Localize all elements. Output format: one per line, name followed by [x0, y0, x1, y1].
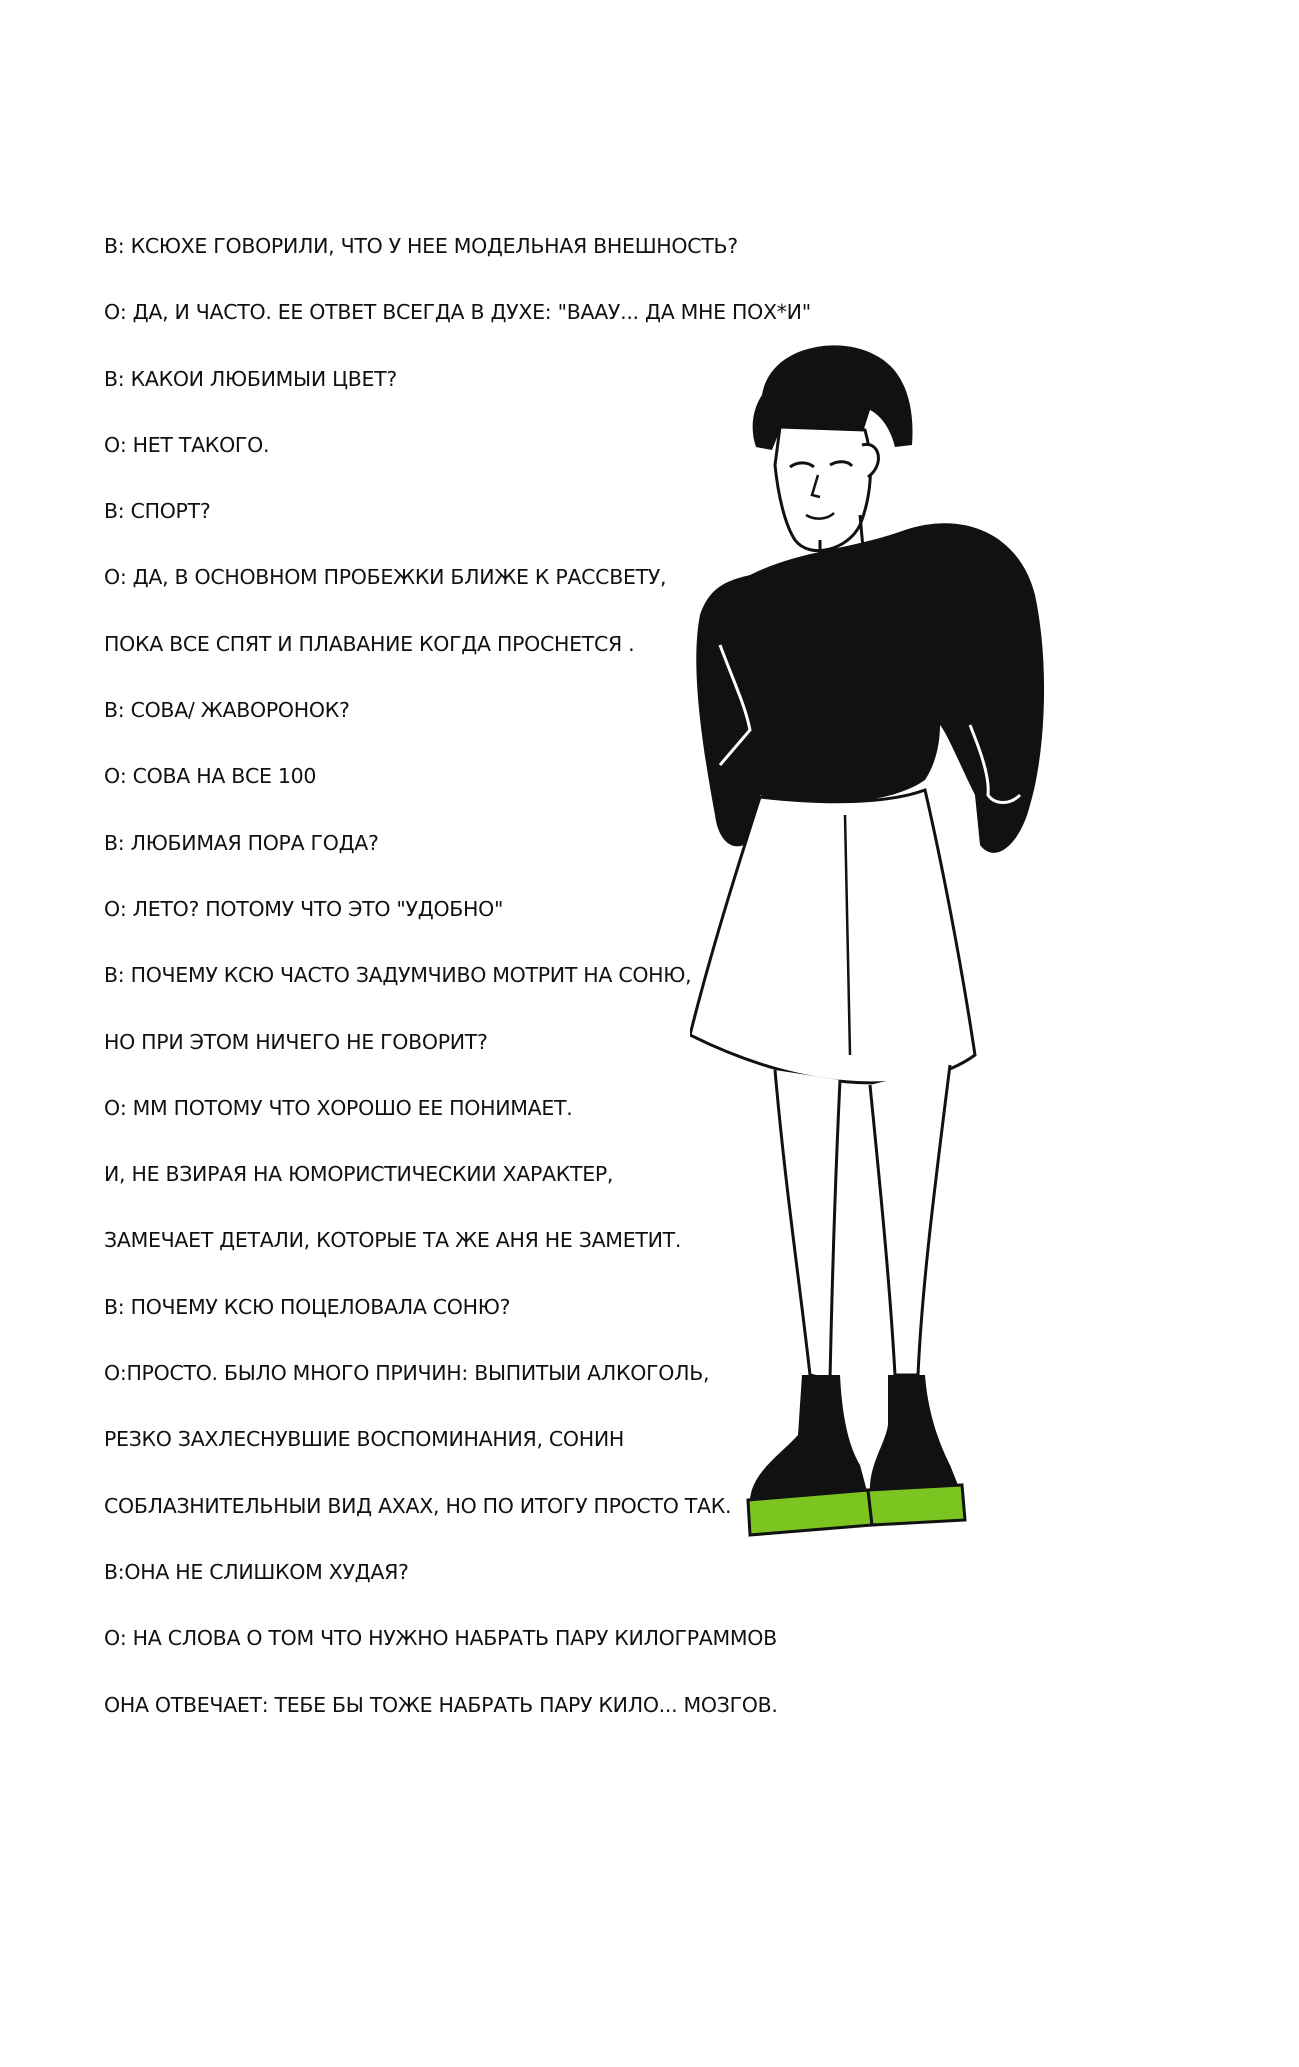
qa-answer-line: О: ДА, И ЧАСТО. ЕЕ ОТВЕТ ВСЕГДА В ДУХЕ: "ВААУ... ДА МНЕ ПОХ*И" — [104, 300, 811, 325]
qa-answer-line: ПОКА ВСЕ СПЯТ И ПЛАВАНИЕ КОГДА ПРОСНЕТСЯ . — [104, 631, 635, 656]
qa-answer-line: И, НЕ ВЗИРАЯ НА ЮМОРИСТИЧЕСКИИ ХАРАКТЕР, — [104, 1162, 614, 1187]
qa-question-line: НО ПРИ ЭТОМ НИЧЕГО НЕ ГОВОРИТ? — [104, 1029, 488, 1054]
qa-answer-line: О: ЛЕТО? ПОТОМУ ЧТО ЭТО "УДОБНО" — [104, 896, 504, 921]
qa-answer-line: О: НА СЛОВА О ТОМ ЧТО НУЖНО НАБРАТЬ ПАРУ КИЛОГРАММОВ — [104, 1626, 777, 1651]
qa-answer-line: О: ДА, В ОСНОВНОМ ПРОБЕЖКИ БЛИЖЕ К РАССВЕТУ, — [104, 565, 667, 590]
qa-question-line: В: СПОРТ? — [104, 499, 211, 524]
qa-question-line: В: КСЮХЕ ГОВОРИЛИ, ЧТО У НЕЕ МОДЕЛЬНАЯ ВНЕШНОСТЬ? — [104, 234, 738, 258]
qa-question-line: В: ПОЧЕМУ КСЮ ЧАСТО ЗАДУМЧИВО МОТРИТ НА СОНЮ, — [104, 963, 692, 988]
left-leg — [775, 1070, 840, 1380]
qa-answer-line: О: ММ ПОТОМУ ЧТО ХОРОШО ЕЕ ПОНИМАЕТ. — [104, 1095, 573, 1120]
qa-answer-line: ЗАМЕЧАЕТ ДЕТАЛИ, КОТОРЫЕ ТА ЖЕ АНЯ НЕ ЗАМЕТИТ. — [104, 1228, 682, 1253]
face-shape — [775, 427, 870, 551]
qa-answer-line: О: СОВА НА ВСЕ 100 — [104, 764, 317, 789]
qa-question-line: В:ОНА НЕ СЛИШКОМ ХУДАЯ? — [104, 1559, 409, 1584]
character-drawing — [690, 335, 1170, 1855]
qa-text-block — [104, 226, 811, 1751]
standing-woman-illustration — [690, 335, 1170, 1855]
right-boot-sole — [868, 1485, 965, 1525]
qa-question-line: В: ПОЧЕМУ КСЮ ПОЦЕЛОВАЛА СОНЮ? — [104, 1294, 511, 1319]
qa-question-line: В: СОВА/ ЖАВОРОНОК? — [104, 698, 350, 723]
qa-question-line: В: КАКОИ ЛЮБИМЫИ ЦВЕТ? — [104, 366, 397, 391]
qa-answer-line: О: НЕТ ТАКОГО. — [104, 432, 270, 457]
right-boot — [870, 1375, 960, 1495]
qa-answer-line: РЕЗКО ЗАХЛЕСНУВШИЕ ВОСПОМИНАНИЯ, СОНИН — [104, 1427, 625, 1452]
left-boot — [750, 1375, 868, 1505]
qa-answer-line: ОНА ОТВЕЧАЕТ: ТЕБЕ БЫ ТОЖЕ НАБРАТЬ ПАРУ КИЛО... МОЗГОВ. — [104, 1692, 778, 1717]
qa-question-line: В: ЛЮБИМАЯ ПОРА ГОДА? — [104, 830, 379, 855]
right-leg — [870, 1065, 950, 1375]
qa-answer-line: СОБЛАЗНИТЕЛЬНЫИ ВИД АХАХ, НО ПО ИТОГУ ПРОСТО ТАК. — [104, 1493, 732, 1518]
qa-answer-line: О:ПРОСТО. БЫЛО МНОГО ПРИЧИН: ВЫПИТЫИ АЛКОГОЛЬ, — [104, 1361, 710, 1386]
